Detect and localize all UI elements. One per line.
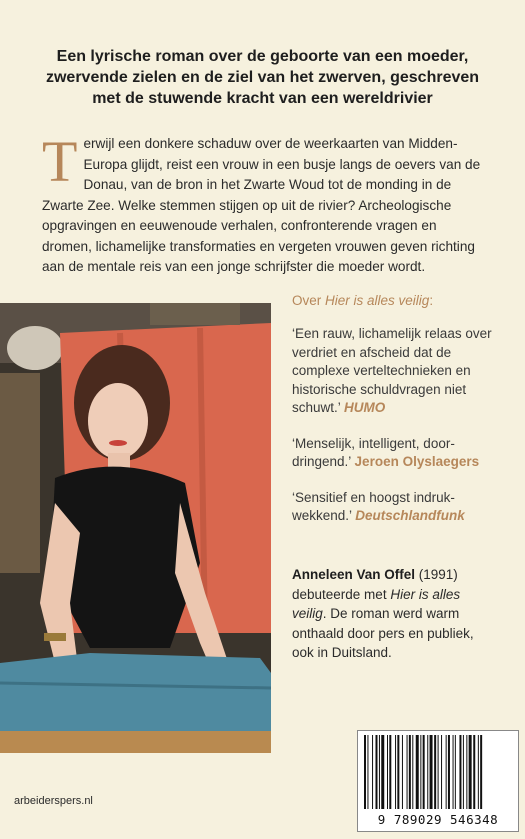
barcode-bar xyxy=(459,735,461,809)
quote-text: ‘Sensitief en hoogst indrukwekkend.’ xyxy=(292,489,455,523)
barcode-bar xyxy=(434,735,436,809)
intro-paragraph xyxy=(42,129,482,278)
barcode-bar xyxy=(420,735,421,809)
book-title: Hier is alles veilig xyxy=(325,293,430,308)
barcode-bar xyxy=(466,735,467,809)
author-book-title: Hier is alles veilig xyxy=(292,586,461,621)
drop-cap: T xyxy=(42,129,78,194)
barcode-bar xyxy=(376,735,378,809)
barcode-bar xyxy=(387,735,388,809)
barcode-bars xyxy=(364,735,512,809)
quotes-heading-prefix: Over xyxy=(292,293,326,308)
barcode-bar xyxy=(397,735,399,809)
barcode-bar xyxy=(407,735,408,809)
quote-source: Deutschlandfunk xyxy=(355,508,465,523)
barcode-bar xyxy=(364,735,366,809)
barcode-bar xyxy=(367,735,368,809)
quotes-heading xyxy=(292,293,507,308)
author-name: Anneleen Van Offel xyxy=(292,567,416,582)
barcode-bar xyxy=(416,735,419,809)
intro-text: erwijl een donkere schaduw over de weerkaarten van Midden-Europa glijdt, reist een vrouw in een busje langs de oevers van de Donau, van de bron in het Zwarte Woud tot de monding in de Zwarte Zee. Welke stemmen stijgen op uit de rivier? Archeologische opgravingen en eeuwenoude verhalen, confronterende vragen en dromen, lichamelijke transformaties en vergeten vrouwen geven richting aan de mentale reis van een jonge schrijfster die moeder wordt. xyxy=(42,136,481,274)
barcode-bar xyxy=(412,735,413,809)
barcode-bar xyxy=(438,735,439,809)
author-bio-text-2: . De roman werd warm onthaald door pers en publiek, ook in Duitsland. xyxy=(292,606,474,660)
author-bio xyxy=(292,565,497,663)
barcode-bar xyxy=(463,735,464,809)
quotes-section xyxy=(292,293,507,543)
quotes-heading-suffix: : xyxy=(429,293,434,308)
quote-source: Jeroen Olyslaegers xyxy=(354,454,480,469)
quote-text: ‘Menselijk, intelligent, doordringend.’ xyxy=(292,435,455,469)
barcode-bar xyxy=(379,735,380,809)
author-photo xyxy=(0,303,271,753)
author-photo-illustration xyxy=(0,303,271,753)
barcode-bar xyxy=(427,735,428,809)
quote-source: HUMO xyxy=(344,400,386,415)
barcode-bar xyxy=(441,735,442,809)
barcode-bar xyxy=(446,735,447,809)
barcode-bar xyxy=(455,735,456,809)
quote-humo xyxy=(292,325,507,418)
quote-text: ‘Een rauw, lichamelijk relaas over verdriet en afscheid dat de complexe verteltechnieken en historische schuldvragen niet schuwt.’ xyxy=(292,326,492,415)
author-bio-text-1: debuteerde met xyxy=(292,586,391,602)
barcode-bar xyxy=(469,735,472,809)
barcode-bar xyxy=(395,735,396,809)
barcode-bar xyxy=(448,735,450,809)
barcode-bar xyxy=(423,735,425,809)
isbn-number: 9 789029 546348 xyxy=(377,812,499,827)
barcode-bar xyxy=(409,735,411,809)
barcode-bar xyxy=(402,735,403,809)
barcode-bar xyxy=(480,735,482,809)
publisher-url: arbeiderspers.nl xyxy=(14,795,93,807)
barcode-bar xyxy=(473,735,475,809)
barcode-bar xyxy=(372,735,373,809)
quote-deutschlandfunk xyxy=(292,489,507,526)
barcode-bar xyxy=(478,735,479,809)
quote-olyslaegers xyxy=(292,435,507,472)
isbn-barcode xyxy=(357,730,519,832)
barcode-bar xyxy=(453,735,454,809)
barcode-bar xyxy=(381,735,384,809)
barcode-bar xyxy=(430,735,433,809)
tagline: Een lyrische roman over de geboorte van een moeder, zwervende zielen en de ziel van het zwerven, geschreven met de stuwende kracht van een wereldrivier xyxy=(45,48,480,107)
barcode-bar xyxy=(389,735,391,809)
author-year: (1991) xyxy=(415,567,458,582)
